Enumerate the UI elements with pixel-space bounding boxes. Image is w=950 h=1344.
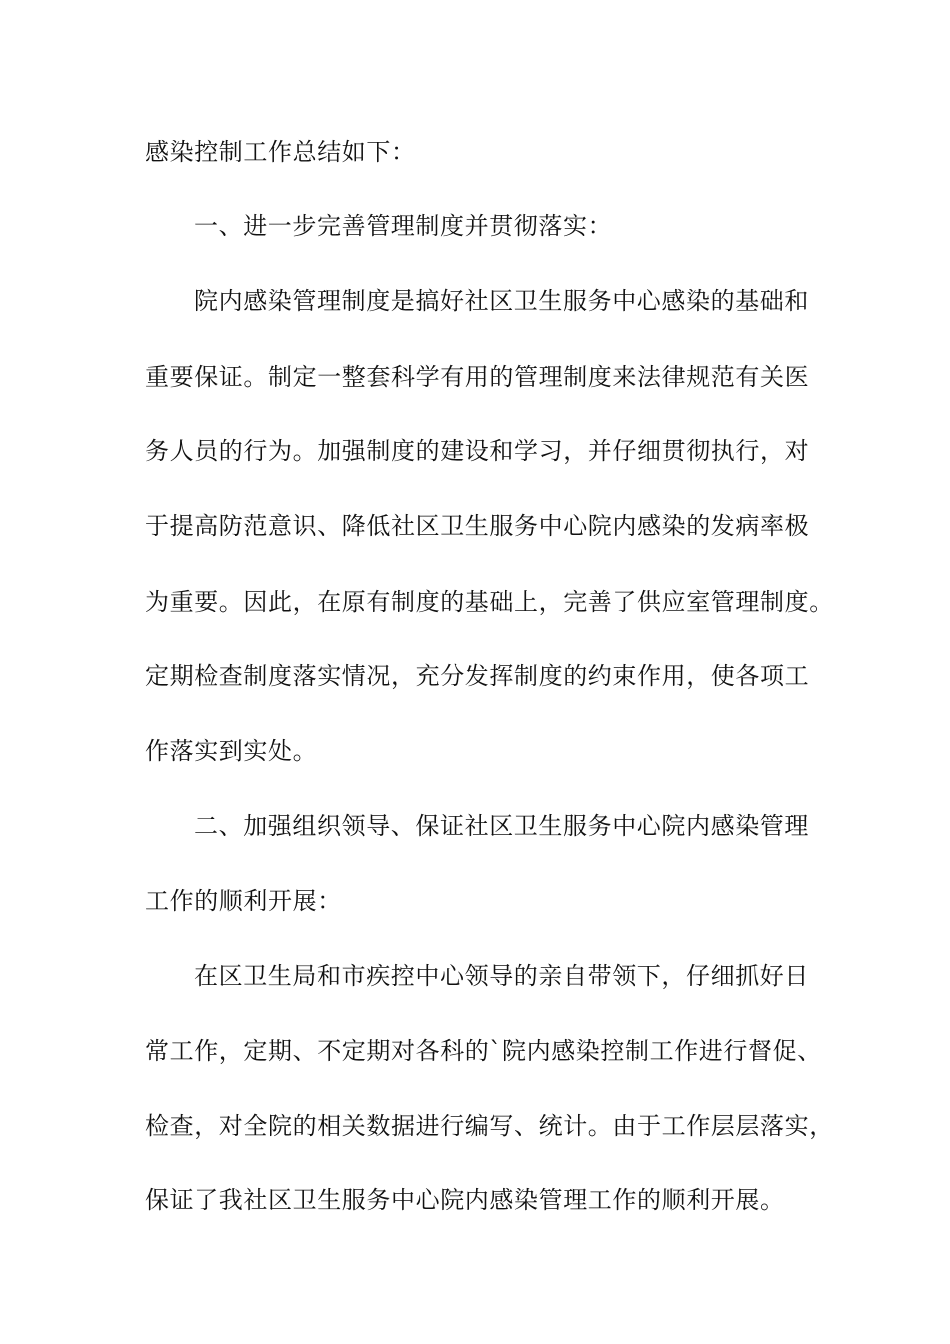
text-line: 为重要。因此，在原有制度的基础上，完善了供应室管理制度。 [145,588,834,616]
text-line: 在区卫生局和市疾控中心领导的亲自带领下，仔细抓好日 [194,962,809,990]
text-line: 重要保证。制定一整套科学有用的管理制度来法律规范有关医 [145,363,810,391]
text-line: 作落实到实处。 [145,737,318,765]
text-line: 定期检查制度落实情况，充分发挥制度的约束作用，使各项工 [145,662,810,690]
text-line: 工作的顺利开展： [145,887,342,915]
text-line: 院内感染管理制度是搞好社区卫生服务中心感染的基础和 [194,287,809,315]
section-heading-1: 一、进一步完善管理制度并贯彻落实： [194,212,613,240]
text-line: 于提高防范意识、降低社区卫生服务中心院内感染的发病率极 [145,512,810,540]
text-line: 感染控制工作总结如下： [145,138,416,166]
text-line: 检查，对全院的相关数据进行编写、统计。由于工作层层落实， [145,1112,834,1140]
text-line: 常工作，定期、不定期对各科的`院内感染控制工作进行督促、 [145,1037,822,1065]
text-line: 保证了我社区卫生服务中心院内感染管理工作的顺利开展。 [145,1186,785,1214]
section-heading-2: 二、加强组织领导、保证社区卫生服务中心院内感染管理 [194,812,809,840]
text-line: 务人员的行为。加强制度的建设和学习，并仔细贯彻执行，对 [145,437,810,465]
